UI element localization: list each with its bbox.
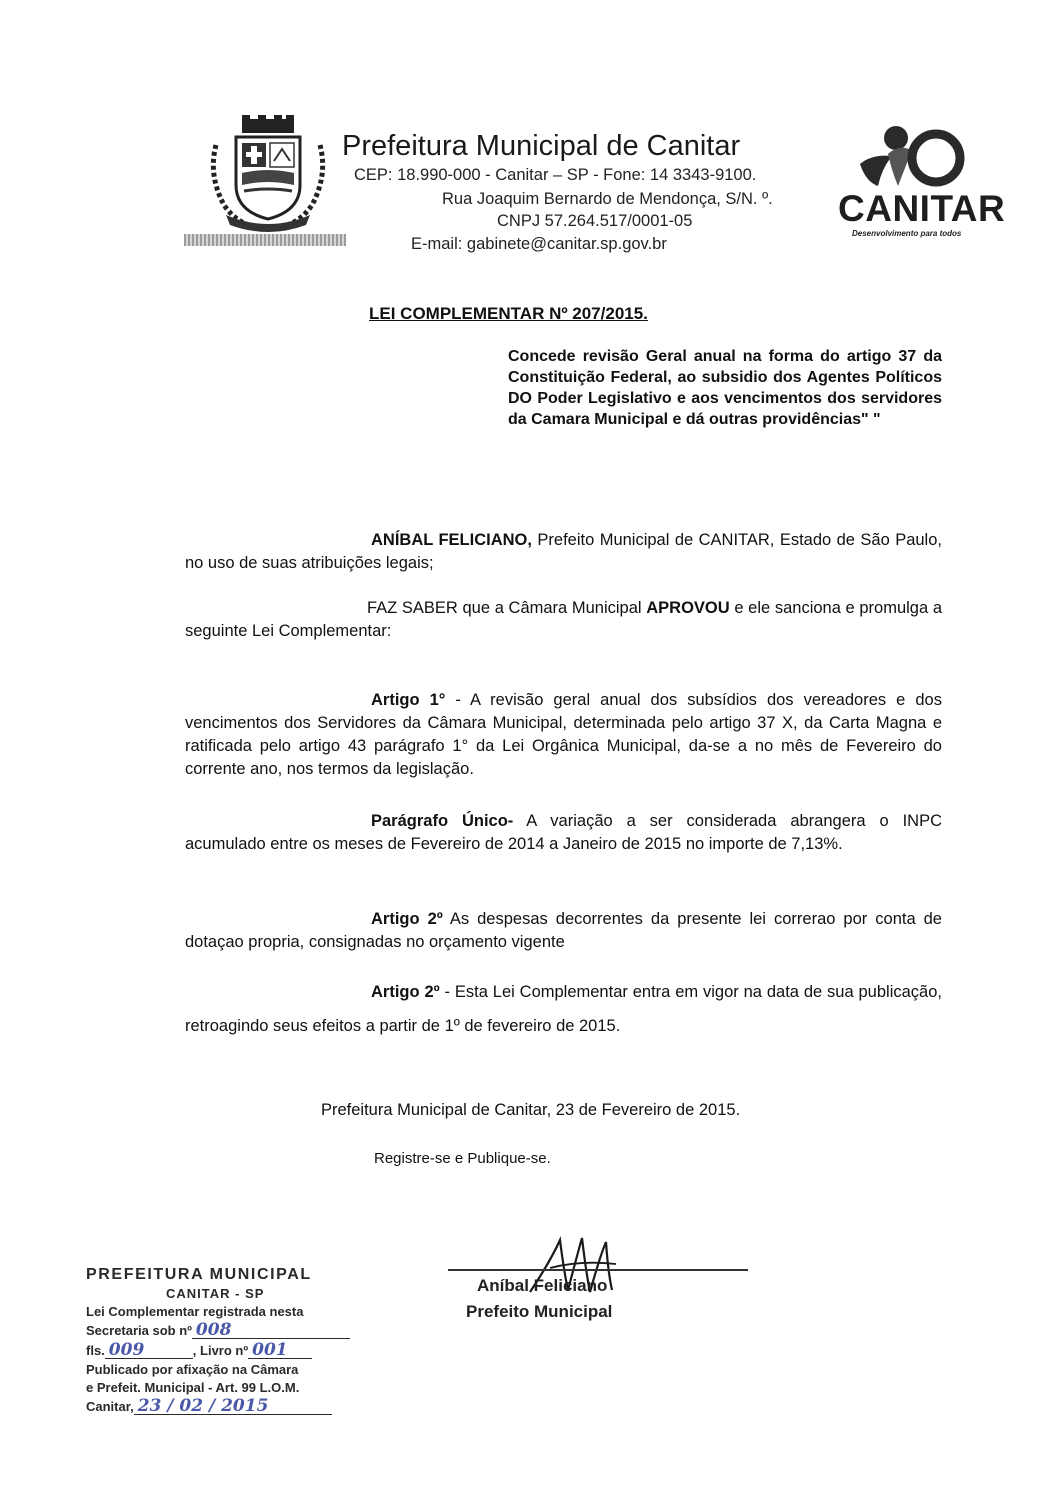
header-address-line: CEP: 18.990-000 - Canitar – SP - Fone: 14 3343-9100. — [354, 166, 757, 184]
article-2-label: Artigo 2º — [371, 910, 443, 928]
article-1-label: Artigo 1° — [371, 691, 446, 709]
stamp-secretaria-value: 008 — [192, 1322, 350, 1339]
sole-paragraph-text: A variação a ser considerada abrangera o INPC acumulado entre os meses de Fevereiro de 2014 a Janeiro de 2015 no importe de 7,13%. — [185, 812, 942, 853]
article-2-text: As despesas decorrentes da presente lei correrao por conta de dotaçao propria, consignadas no orçamento vigente — [185, 910, 942, 951]
stamp-livro-label: , Livro nº — [192, 1343, 249, 1358]
date-line: Prefeitura Municipal de Canitar, 23 de Fevereiro de 2015. — [321, 1101, 741, 1119]
article-2-paragraph — [185, 908, 942, 954]
header-email-line: E-mail: gabinete@canitar.sp.gov.br — [411, 235, 667, 253]
article-3-label: Artigo 2º — [371, 983, 440, 1001]
stamp-fls-line — [86, 1342, 386, 1359]
article-1-text: - A revisão geral anual dos subsídios dos vereadores e dos vencimentos dos Servidores da Câmara Municipal, determinada pelo artigo 37 X, da Carta Magna e ratificada pelo artigo 43 parágrafo 1° da Lei Orgânica Municipal, da-se a no mês de Fevereiro do corrente ano, nos termos da legislação. — [185, 691, 942, 778]
stamp-date-label: Canitar, — [86, 1399, 134, 1414]
header-title: Prefeitura Municipal de Canitar — [342, 130, 741, 162]
stamp-registered-line: Lei Complementar registrada nesta — [86, 1304, 304, 1319]
document-title: LEI COMPLEMENTAR Nº 207/2015. — [369, 304, 648, 323]
stamp-article-line: e Prefeit. Municipal - Art. 99 L.O.M. — [86, 1380, 300, 1395]
stamp-published-line: Publicado por afixação na Câmara — [86, 1362, 299, 1377]
document-summary: Concede revisão Geral anual na forma do artigo 37 da Constituição Federal, ao subsidio dos Agentes Políticos DO Poder Legislativo e aos vencimentos dos servidores da Camara Municipal e dá outras providências" " — [508, 348, 942, 428]
stamp-secretaria-line — [86, 1322, 386, 1339]
faz-saber-text-b: e ele sanciona e promulga a seguinte Lei Complementar: — [185, 599, 942, 640]
stamp-city: CANITAR - SP — [166, 1286, 265, 1301]
stamp-heading: PREFEITURA MUNICIPAL — [86, 1266, 312, 1283]
header-cnpj-line: CNPJ 57.264.517/0001-05 — [497, 212, 693, 230]
faz-saber-paragraph — [185, 597, 942, 643]
stamp-livro-value: 001 — [248, 1342, 312, 1359]
stamp-date-value: 23 / 02 / 2015 — [134, 1398, 332, 1415]
municipal-coat-of-arms-icon — [206, 115, 330, 233]
signature-line — [448, 1269, 748, 1271]
article-1-paragraph — [185, 689, 942, 781]
article-3-text: - Esta Lei Complementar entra em vigor na data de sua publicação, retroagindo seus efeitos a partir de 1º de fevereiro de 2015. — [185, 983, 942, 1035]
faz-saber-text-a: FAZ SABER que a Câmara Municipal — [367, 599, 647, 617]
signatory-role: Prefeito Municipal — [466, 1302, 613, 1321]
register-line: Registre-se e Publique-se. — [374, 1150, 551, 1167]
intro-text: Prefeito Municipal de CANITAR, Estado de São Paulo, no uso de suas atribuições legais; — [185, 531, 942, 572]
stamp-secretaria-label: Secretaria sob nº — [86, 1323, 192, 1338]
logo-wordmark: CANITAR — [838, 188, 1006, 229]
mayor-name: ANÍBAL FELICIANO, — [371, 531, 532, 549]
crest-ribbon-strip — [184, 234, 346, 246]
intro-paragraph — [185, 529, 942, 575]
header-street-line: Rua Joaquim Bernardo de Mendonça, S/N. º. — [442, 190, 773, 208]
stamp-fls-value: 009 — [105, 1342, 193, 1359]
stamp-fls-label: fls. — [86, 1343, 105, 1358]
sole-paragraph — [185, 810, 942, 856]
logo-tagline: Desenvolvimento para todos — [852, 229, 962, 238]
sole-paragraph-label: Parágrafo Único- — [371, 812, 514, 830]
signatory-name: Aníbal Feliciano — [477, 1276, 608, 1295]
faz-saber-bold: APROVOU — [646, 599, 730, 617]
stamp-date-line — [86, 1398, 386, 1415]
article-3-paragraph — [185, 975, 942, 1043]
registration-stamp — [86, 1266, 386, 1415]
